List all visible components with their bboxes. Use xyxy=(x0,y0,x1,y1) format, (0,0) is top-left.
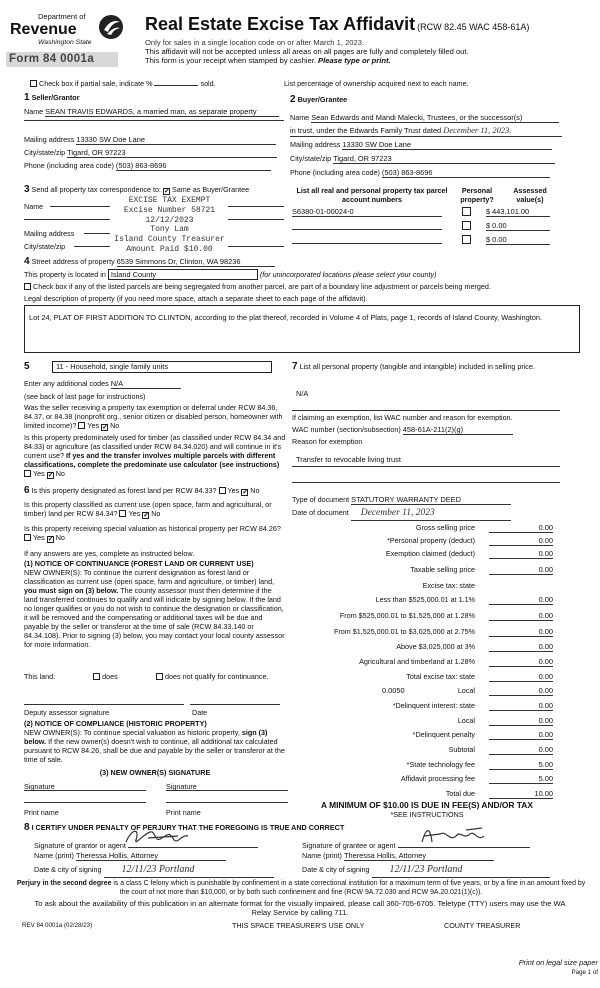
tax-row: Taxable selling price 0.00 xyxy=(410,565,553,574)
stamp-line: EXCISE TAX EXEMPT xyxy=(128,196,211,205)
treasurer-use-label: THIS SPACE TREASURER'S USE ONLY xyxy=(232,921,365,930)
personal-property-field[interactable]: N/A xyxy=(296,389,309,398)
tax-value[interactable]: 0.00 xyxy=(489,549,553,559)
current-use-question: Is this property classified as current use (open space, farm and agricultural, or timber) land per RCW 84.34? Yes ✓ No xyxy=(24,500,286,519)
subtitle-3: This form is your receipt when stamped by cashier. Please type or print. xyxy=(145,56,391,66)
tax-row: From $1,525,000.01 to $3,025,000 at 2.75% 0.00 xyxy=(333,627,553,636)
located-row: This property is located in Island County (for unincorporated locations please select your county) xyxy=(24,270,437,279)
buyer-trust-date-handwritten: December 11, 2023. xyxy=(443,125,512,135)
tax-value[interactable]: 0.00 xyxy=(489,627,553,637)
tax-value[interactable]: 0.00 xyxy=(489,701,553,711)
forest-yes-checkbox[interactable] xyxy=(219,487,226,494)
forest-no-checkbox[interactable] xyxy=(241,489,248,496)
tax-row: Subtotal 0.00 xyxy=(448,745,553,754)
grantor-signature-icon xyxy=(118,826,238,848)
tax-value[interactable]: 0.00 xyxy=(489,536,553,546)
q2-yes-checkbox[interactable] xyxy=(24,470,31,477)
historic-question: Is this property receiving special valuation as historical property per RCW 84.26? Yes ✓ No xyxy=(24,524,286,543)
dept-line3: Washington State xyxy=(38,39,92,46)
parcel-row xyxy=(292,221,562,232)
parcel-col-header: List all real and personal property tax parcel account numbers xyxy=(296,186,448,204)
subtitle-1: Only for sales in a single location code on or after March 1, 2023. xyxy=(145,37,365,47)
revision-label: REV 84 0001a (02/28/23) xyxy=(22,922,93,929)
tax-value[interactable]: 5.00 xyxy=(489,760,553,770)
assessed-value-field[interactable]: $ 443,101.00 xyxy=(486,207,550,217)
q2-no-checkbox[interactable] xyxy=(47,472,54,479)
land-does-checkbox[interactable] xyxy=(93,673,100,680)
seller-mail-field[interactable]: 13330 SW Doe Lane xyxy=(76,135,276,145)
document-date-field[interactable]: December 11, 2023 xyxy=(351,508,511,521)
parcel-number-field[interactable] xyxy=(292,235,442,244)
tax-value[interactable]: 0.00 xyxy=(489,657,553,667)
correspondence-heading: 3 Send all property tax correspondence to: ✓ Same as Buyer/Grantee xyxy=(24,184,286,197)
legal-size-note: Print on legal size paper xyxy=(518,958,598,967)
historic-no-checkbox[interactable] xyxy=(47,536,54,543)
wac-number-field[interactable]: 458-61A-211(2)(g) xyxy=(403,425,513,435)
assessed-value-field[interactable]: $ 0.00 xyxy=(486,221,550,231)
stamp-line: Excise Number 58721 xyxy=(123,205,216,215)
tax-row: Local 0.00 xyxy=(457,716,553,725)
tax-row: *Delinquent interest: state 0.00 xyxy=(392,701,553,710)
tax-value[interactable]: 10.00 xyxy=(489,789,553,799)
tax-value[interactable]: 0.00 xyxy=(489,595,553,605)
tax-value[interactable]: 0.00 xyxy=(489,672,553,682)
see-instructions: *SEE INSTRUCTIONS xyxy=(390,810,464,819)
seller-name-field[interactable]: SEAN TRAVIS EDWARDS, a married man, as separate property xyxy=(45,107,279,117)
personal-property-checkbox[interactable] xyxy=(462,235,471,244)
form-title: Real Estate Excise Tax Affidavit xyxy=(145,14,416,34)
tax-value[interactable]: 0.00 xyxy=(489,730,553,740)
form-rcw: (RCW 82.45 WAC 458-61A) xyxy=(417,22,530,32)
seller-heading: 1 Seller/Grantor xyxy=(24,92,80,103)
forest-land-question: 6 Is this property designated as forest land per RCW 84.33? Yes ✓ No xyxy=(24,485,286,498)
q1-no-checkbox[interactable] xyxy=(101,424,108,431)
timber-ag-question: Is this property predominately used for timber (as classified under RCW 84.34 and 84.33) or agriculture (as classified under RCW 84.34.020) and will continue in it's current use? If yes and the transfer involves multiple parcels with different classifications, complete the predominate use calculator (see instructions) Yes ✓ No xyxy=(24,433,286,479)
additional-codes-field[interactable]: N/A xyxy=(111,379,181,389)
parcel-number-field[interactable] xyxy=(292,221,442,230)
exemption-reason-field[interactable]: Transfer to revocable living trust xyxy=(296,455,401,464)
grantor-print-name-field[interactable]: Theressa Hollis, Attorney xyxy=(76,851,226,861)
tax-value[interactable]: 0.00 xyxy=(489,716,553,726)
buyer-phone-field[interactable]: (503) 863-8696 xyxy=(382,168,550,178)
perjury-notice: Perjury in the second degree is a class C felony which is punishable by confinement in a state correctional institution for a maximum term of five years, or by a fine in an amount fixed by the court of not more than $10,000, or by both such confinement and fine (RCW 9A.72.030 and RCW 9A.20.021(1)(c)). xyxy=(16,880,586,896)
parcel-row xyxy=(292,235,562,246)
grantee-date-city-field[interactable]: 12/11/23 Portland xyxy=(372,864,550,878)
tax-row: Gross selling price 0.00 xyxy=(415,523,553,532)
street-row: 4 Street address of property 6539 Simmons Dr, Clinton, WA 98236 xyxy=(24,256,424,269)
parcel-row xyxy=(292,207,562,217)
ownership-instruction: List percentage of ownership acquired next to each name. xyxy=(284,79,469,88)
personal-property-label: 7 List all personal property (tangible and intangible) included in selling price. xyxy=(292,361,535,372)
grantor-date-city-field[interactable]: 12/11/23 Portland xyxy=(104,864,274,878)
document-type-field[interactable]: STATUTORY WARRANTY DEED xyxy=(351,495,511,505)
tax-value[interactable]: 0.00 xyxy=(489,686,553,696)
tax-row: Affidavit processing fee 5.00 xyxy=(400,774,553,783)
tax-row: *Personal property (deduct) 0.00 xyxy=(387,536,553,545)
county-treasurer-label: COUNTY TREASURER xyxy=(444,921,521,930)
tax-value[interactable]: 5.00 xyxy=(489,774,553,784)
stamp-line: Amount Paid $10.00 xyxy=(126,244,213,254)
stamp-line: Island County Treasurer xyxy=(114,235,225,244)
buyer-heading: 2 Buyer/Grantee xyxy=(290,94,348,105)
q1-yes-checkbox[interactable] xyxy=(78,422,85,429)
buyer-mail-field[interactable]: 13330 SW Doe Lane xyxy=(342,140,552,150)
tax-value[interactable]: 0.00 xyxy=(489,523,553,533)
grantee-signature-icon xyxy=(416,824,516,848)
form-number: Form 84 0001a xyxy=(6,52,118,67)
buyer-name-line2: in trust, under the Edwards Family Trust dated xyxy=(290,126,442,135)
notice-compliance: (2) NOTICE OF COMPLIANCE (HISTORIC PROPERTY) NEW OWNER(S): To continue special valuation as historic property, sign (3) below. If the new owner(s) doesn't wish to continue, all additional tax calculated pursuant to RCW 84.26, shall be due and payable by the seller or transferor at the time of sale. xyxy=(24,719,285,764)
tax-row: 0.0050 Local 0.00 xyxy=(382,686,553,695)
this-land-row: This land: does does not qualify for continuance. xyxy=(24,672,269,681)
dept-line1: Department of xyxy=(38,12,86,21)
county-select[interactable]: Island County xyxy=(108,269,258,280)
tax-value[interactable]: 0.00 xyxy=(489,642,553,652)
seller-name-row: Name SEAN TRAVIS EDWARDS, a married man, as separate property xyxy=(24,107,284,117)
segregated-row: Check box if any of the listed parcels are being segregated from another parcel, are part of a boundary line adjustment or parcels being merged. xyxy=(24,282,584,291)
same-as-buyer-checkbox[interactable] xyxy=(163,188,170,195)
seller-phone-field[interactable]: (503) 863-8696 xyxy=(116,161,271,171)
legal-label: Legal description of property (if you need more space, attach a separate sheet to each page of the affidavit). xyxy=(24,294,368,303)
current-use-yes-checkbox[interactable] xyxy=(119,510,126,517)
alternate-format-notice: To ask about the availability of this publication in an alternate format for the visually impaired, please call 360-705-6705. Teletype (TTY) users may use the WA Relay Service by calling 711. xyxy=(34,899,566,918)
legal-description-field[interactable]: Lot 24, PLAT OF FIRST ADDITION TO CLINTON, according to the plat thereof, recorded in Volume 4 of Plats, page 1, records of Island County, Washington. xyxy=(24,305,580,353)
page-number: Page 1 of xyxy=(571,969,598,976)
tax-value[interactable]: 0.00 xyxy=(489,611,553,621)
tax-row: Excise tax: state xyxy=(422,581,475,590)
tax-row: Total due 10.00 xyxy=(445,789,553,798)
tax-row: *Delinquent penalty 0.00 xyxy=(412,730,553,739)
exemption-deferral-question: Was the seller receiving a property tax exemption or deferral under RCW 84.36, 84.37, or 84.38 (nonprofit org., senior citizen or disabled person, homeowner with limited income)? Yes ✓ No xyxy=(24,403,286,431)
section5-code-row: 5 xyxy=(24,361,30,372)
form-title-block xyxy=(145,13,595,66)
partial-sale-checkbox[interactable] xyxy=(30,80,37,87)
tax-row: From $525,000.01 to $1,525,000 at 1.28% 0.00 xyxy=(339,611,553,620)
tax-row: Exemption claimed (deduct) 0.00 xyxy=(385,549,553,558)
certify-heading: 8 I CERTIFY UNDER PENALTY OF PERJURY THAT THE FOREGOING IS TRUE AND CORRECT xyxy=(24,822,345,833)
grantor-signature-field[interactable] xyxy=(128,838,258,848)
historic-yes-checkbox[interactable] xyxy=(24,534,31,541)
personal-property-checkbox[interactable] xyxy=(462,221,471,230)
land-does-not-checkbox[interactable] xyxy=(156,673,163,680)
land-use-code-select[interactable]: 11 - Household, single family units xyxy=(52,361,272,373)
partial-sale-row: Check box if partial sale, indicate % sold. xyxy=(30,79,290,88)
buyer-city-field[interactable]: Tigard, OR 97223 xyxy=(333,154,555,164)
seller-city-field[interactable]: Tigard, OR 97223 xyxy=(67,148,277,158)
tax-row: Less than $525,000.01 at 1.1% 0.00 xyxy=(375,595,553,604)
grantee-print-name-field[interactable]: Theressa Hollis, Attorney xyxy=(344,851,494,861)
current-use-no-checkbox[interactable] xyxy=(142,512,149,519)
personal-col-header: Personal property? xyxy=(460,186,494,204)
grantee-signature-field[interactable] xyxy=(398,838,530,848)
tax-row: *State technology fee 5.00 xyxy=(406,760,553,769)
tax-row: Total excise tax: state 0.00 xyxy=(406,672,553,681)
stamp-line: Tony Lam xyxy=(150,225,189,235)
dept-line2: Revenue xyxy=(10,21,77,38)
tax-value[interactable]: 0.00 xyxy=(489,745,553,755)
buyer-name-field[interactable]: Sean Edwards and Mandi Malecki, Trustees, or the successor(s) xyxy=(311,113,559,123)
tax-row: Above $3,025,000 at 3% 0.00 xyxy=(396,642,553,651)
minimum-due-notice: A MINIMUM OF $10.00 IS DUE IN FEE(S) AND/OR TAX xyxy=(321,800,533,810)
segregated-checkbox[interactable] xyxy=(24,283,31,290)
dor-swoosh-icon xyxy=(98,14,124,40)
exempt-stamp xyxy=(112,196,227,255)
assessed-col-header: Assessed value(s) xyxy=(513,186,547,204)
tax-value[interactable]: 0.00 xyxy=(489,565,553,575)
stamp-line: 12/12/2023 xyxy=(145,215,194,225)
local-rate: 0.0050 xyxy=(382,686,405,695)
subtitle-2: This affidavit will not be accepted unless all areas on all pages are fully and completely filled out. xyxy=(145,46,469,56)
street-address-field[interactable]: 6539 Simmons Dr, Clinton, WA 98236 xyxy=(117,257,275,267)
assessed-value-field[interactable]: $ 0.00 xyxy=(486,235,550,245)
tax-row: Agricultural and timberland at 1.28% 0.00 xyxy=(359,657,553,666)
personal-property-checkbox[interactable] xyxy=(462,207,471,216)
notice-continuance: (1) NOTICE OF CONTINUANCE (FOREST LAND OR CURRENT USE) NEW OWNER(S): To continue the current designation as forest land or classification as current use (open space, farm and agriculture, or timber) land, you must sign on (3) below. The county assessor must then determine if the land transferred continues to qualify and will indicate by signing below. If the land no longer qualifies or you do not wish to continue the designation or classification, it will be removed and the compensating or additional taxes will be due and payable by the seller or transferor at the time of sale (RCW 84.33.140 or 84.34.108). Prior to signing (3) below, you may contact your local county assessor for more information. xyxy=(24,559,285,649)
parcel-number-field[interactable]: S6380-01-00024-0 xyxy=(292,207,442,217)
